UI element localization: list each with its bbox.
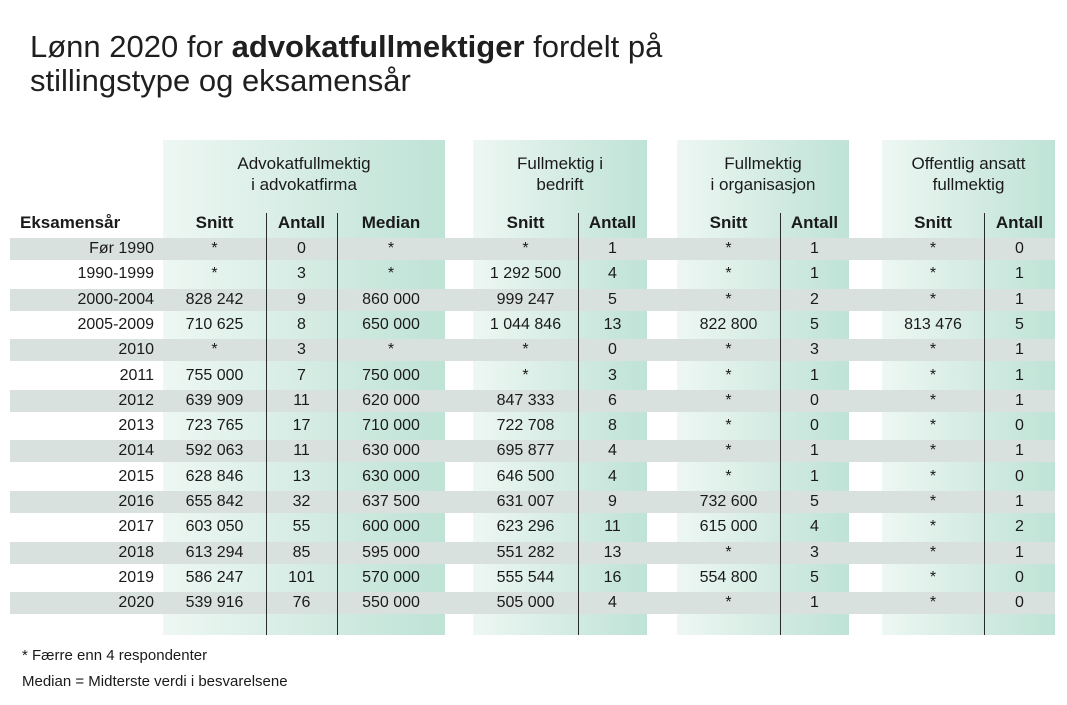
- column-header: Snitt: [195, 213, 234, 232]
- table-cell: 0: [1015, 568, 1024, 586]
- table-cell: 1: [810, 240, 819, 257]
- table-cell: 9: [608, 493, 617, 510]
- group-label-line2: i organisasjon: [710, 175, 816, 194]
- table-cell: 5: [608, 290, 617, 308]
- table-cell: *: [929, 518, 937, 536]
- table-cell: 628 846: [185, 467, 244, 485]
- table-cell: 650 000: [362, 315, 420, 333]
- table-cell: 723 765: [185, 417, 244, 435]
- table-cell: 1: [1015, 543, 1024, 561]
- year-cell: 2014: [118, 442, 154, 460]
- table-cell: 555 544: [496, 568, 555, 586]
- table-cell: *: [522, 366, 529, 384]
- table-cell: 1: [810, 366, 819, 384]
- table-cell: 732 600: [699, 493, 758, 510]
- table-cell: 600 000: [362, 518, 420, 536]
- table-cell: 4: [608, 442, 617, 460]
- table-cell: 4: [810, 518, 819, 536]
- table-cell: 9: [297, 290, 306, 308]
- table-cell: *: [725, 417, 732, 435]
- table-cell: 32: [292, 493, 311, 510]
- table-cell: 6: [608, 391, 617, 409]
- table-cell: 11: [293, 442, 310, 460]
- group-label-line2: fullmektig: [932, 175, 1005, 194]
- year-cell: 2015: [118, 467, 154, 485]
- table-cell: 13: [292, 467, 311, 485]
- table-cell: 0: [608, 341, 617, 359]
- year-cell: 2011: [119, 366, 154, 384]
- table-cell: 860 000: [362, 290, 420, 308]
- table-cell: 85: [292, 543, 311, 561]
- table-cell: 630 000: [362, 442, 420, 460]
- table-cell: 1: [1015, 493, 1024, 510]
- table-cell: 1: [1015, 391, 1024, 409]
- table-cell: 8: [297, 315, 306, 333]
- table-cell: 999 247: [496, 290, 555, 308]
- group-label-line2: i advokatfirma: [251, 175, 357, 194]
- table-cell: 1: [810, 265, 819, 283]
- table-cell: 813 476: [904, 315, 962, 333]
- column-header: Median: [361, 213, 421, 232]
- table-cell: *: [929, 417, 937, 435]
- table-cell: 631 007: [496, 493, 555, 510]
- table-cell: 847 333: [496, 391, 555, 409]
- table-cell: *: [929, 366, 937, 384]
- title-suffix: fordelt på: [524, 29, 663, 64]
- table-cell: *: [387, 240, 395, 257]
- table-cell: 3: [297, 341, 306, 359]
- column-header: Snitt: [914, 213, 952, 232]
- table-cell: 603 050: [185, 518, 244, 536]
- table-cell: 620 000: [362, 391, 420, 409]
- table-cell: 755 000: [185, 366, 244, 384]
- column-header: Eksamensår: [20, 213, 121, 232]
- year-cell: 1990-1999: [77, 265, 154, 283]
- column-header: Antall: [588, 213, 637, 232]
- table-cell: 5: [1015, 315, 1024, 333]
- table-cell: 623 296: [496, 518, 555, 536]
- table-cell: 639 909: [185, 391, 244, 409]
- table-cell: 646 500: [496, 467, 555, 485]
- table-cell: 5: [810, 568, 819, 586]
- year-cell: 2020: [118, 594, 154, 612]
- footnote-median: Median = Midterste verdi i besvarelsene: [22, 673, 288, 690]
- table-cell: 3: [810, 543, 819, 561]
- group-header-advokatfirma: [163, 153, 445, 195]
- table-cell: 3: [608, 366, 617, 384]
- table-cell: *: [725, 442, 732, 460]
- table-cell: 550 000: [362, 594, 420, 612]
- table-cell: 613 294: [185, 543, 244, 561]
- table-cell: 11: [293, 391, 310, 409]
- table-cell: 13: [603, 543, 622, 561]
- year-cell: Før 1990: [89, 240, 154, 257]
- table-cell: *: [387, 341, 395, 359]
- table-cell: 655 842: [185, 493, 244, 510]
- table-cell: 551 282: [496, 543, 555, 561]
- group-label-line1: Advokatfullmektig: [237, 154, 371, 173]
- table-cell: 1: [608, 240, 617, 257]
- table-cell: 16: [603, 568, 622, 586]
- table-cell: 2: [810, 290, 819, 308]
- table-cell: *: [725, 391, 732, 409]
- table-cell: 0: [297, 240, 306, 257]
- table-cell: 592 063: [185, 442, 244, 460]
- table-cell: 55: [292, 518, 311, 536]
- table-cell: 710 000: [362, 417, 420, 435]
- table-cell: 5: [810, 315, 819, 333]
- table-cell: 1: [810, 442, 819, 460]
- year-cell: 2019: [118, 568, 154, 586]
- table-cell: 13: [603, 315, 622, 333]
- table-cell: 2: [1015, 518, 1024, 536]
- table-cell: 4: [608, 265, 617, 283]
- table-cell: *: [929, 467, 937, 485]
- table-cell: 615 000: [699, 518, 758, 536]
- column-header: Antall: [277, 213, 326, 232]
- table-cell: *: [929, 391, 937, 409]
- table-cell: 539 916: [185, 594, 244, 612]
- table-cell: *: [725, 366, 732, 384]
- table-cell: 1 292 500: [489, 265, 562, 283]
- title-line2: stillingstype og eksamensår: [30, 63, 411, 98]
- table-cell: 1: [810, 594, 819, 612]
- table-cell: 0: [1015, 417, 1024, 435]
- table-cell: 4: [608, 467, 617, 485]
- table-cell: 1 044 846: [489, 315, 562, 333]
- table-cell: 17: [292, 417, 311, 435]
- table-cell: 0: [1015, 594, 1024, 612]
- page-title: [30, 30, 662, 98]
- table-cell: *: [725, 341, 732, 359]
- table-cell: 595 000: [362, 543, 420, 561]
- table-cell: 1: [1015, 265, 1024, 283]
- table-cell: 101: [288, 568, 315, 586]
- year-cell: 2010: [118, 341, 154, 359]
- table-cell: 630 000: [362, 467, 420, 485]
- table-cell: *: [387, 265, 395, 283]
- table-cell: 4: [608, 594, 617, 612]
- column-header: Antall: [995, 213, 1044, 232]
- table-cell: 505 000: [496, 594, 555, 612]
- table-cell: 637 500: [362, 493, 420, 510]
- table-cell: 710 625: [185, 315, 244, 333]
- table-cell: 11: [604, 518, 621, 536]
- table-cell: *: [725, 543, 732, 561]
- year-cell: 2013: [118, 417, 154, 435]
- table-cell: 3: [810, 341, 819, 359]
- column-header: Snitt: [709, 213, 748, 232]
- column-header: Snitt: [506, 213, 545, 232]
- table-cell: 1: [1015, 290, 1024, 308]
- table-cell: *: [929, 442, 937, 460]
- group-label-line2: bedrift: [536, 175, 584, 194]
- table-cell: *: [929, 594, 937, 612]
- table-cell: 0: [810, 391, 819, 409]
- table-cell: 1: [1015, 442, 1024, 460]
- table-cell: 7: [297, 366, 306, 384]
- year-cell: 2018: [118, 543, 154, 561]
- table-cell: 1: [1015, 366, 1024, 384]
- table-cell: *: [211, 240, 218, 257]
- table-cell: *: [929, 290, 937, 308]
- table-cell: 554 800: [699, 568, 758, 586]
- table-cell: 750 000: [362, 366, 420, 384]
- year-cell: 2017: [118, 518, 154, 536]
- table-cell: 722 708: [496, 417, 555, 435]
- table-cell: 570 000: [362, 568, 420, 586]
- group-header-bedrift: [473, 153, 647, 195]
- table-cell: 1: [1015, 341, 1024, 359]
- year-cell: 2005-2009: [77, 315, 154, 333]
- table-cell: 1: [810, 467, 819, 485]
- column-header: Antall: [790, 213, 839, 232]
- group-label-line1: Fullmektig i: [517, 154, 603, 173]
- table-cell: *: [725, 594, 732, 612]
- year-cell: 2000-2004: [77, 290, 154, 308]
- year-cell: 2012: [118, 391, 154, 409]
- table-cell: 828 242: [185, 290, 244, 308]
- table-cell: 586 247: [185, 568, 244, 586]
- table-cell: *: [725, 265, 732, 283]
- table-cell: 5: [810, 493, 819, 510]
- table-cell: 8: [608, 417, 617, 435]
- table-cell: *: [522, 341, 529, 359]
- table-cell: *: [725, 467, 732, 485]
- table-cell: *: [929, 568, 937, 586]
- table-cell: *: [929, 543, 937, 561]
- table-cell: 822 800: [699, 315, 758, 333]
- table-cell: 0: [1015, 467, 1024, 485]
- table-cell: *: [929, 341, 937, 359]
- group-label-line1: Fullmektig: [724, 154, 802, 173]
- title-prefix: Lønn 2020 for: [30, 29, 232, 64]
- footnote-asterisk: * Færre enn 4 respondenter: [22, 647, 208, 664]
- table-cell: *: [211, 265, 218, 283]
- table-cell: *: [211, 341, 218, 359]
- table-cell: *: [929, 240, 937, 257]
- group-header-offentlig: [882, 153, 1055, 195]
- table-cell: *: [725, 240, 732, 257]
- table-cell: *: [929, 265, 937, 283]
- table-cell: 0: [810, 417, 819, 435]
- group-label-line1: Offentlig ansatt: [911, 154, 1026, 173]
- table-cell: 0: [1015, 240, 1024, 257]
- table-cell: 695 877: [496, 442, 555, 460]
- table-cell: *: [929, 493, 937, 510]
- table-cell: 3: [297, 265, 306, 283]
- table-cell: *: [522, 240, 529, 257]
- table-cell: 76: [292, 594, 311, 612]
- title-bold: advokatfullmektiger: [231, 29, 525, 64]
- year-cell: 2016: [118, 493, 154, 510]
- group-header-organisasjon: [677, 153, 849, 195]
- table-cell: *: [725, 290, 732, 308]
